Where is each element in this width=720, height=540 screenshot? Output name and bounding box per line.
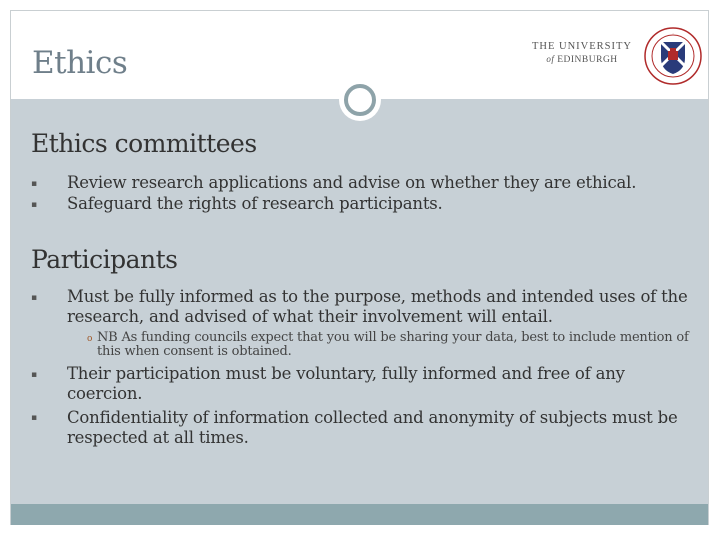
bullet-text: Safeguard the rights of research participants.	[67, 194, 443, 213]
university-logo	[527, 25, 703, 89]
ring-inner	[344, 84, 376, 116]
university-crest-icon	[643, 26, 703, 86]
square-bullet-icon: ▪	[31, 370, 38, 380]
square-bullet-icon: ▪	[31, 413, 38, 423]
svg-text:·: ·	[672, 31, 674, 36]
bullet-text: Must be fully informed as to the purpose, methods and intended uses of the research, and advised of what their involvement will entail.	[67, 287, 688, 326]
slide-title: Ethics	[32, 45, 128, 81]
square-bullet-icon: ▪	[31, 293, 38, 303]
bullet-text: Their participation must be voluntary, fully informed and free of any coercion.	[67, 364, 625, 403]
logo-line-1: THE UNIVERSITY	[531, 41, 633, 52]
footer-bar	[11, 504, 708, 525]
slide	[10, 10, 709, 525]
circle-bullet-icon: o	[87, 334, 93, 344]
square-bullet-icon: ▪	[31, 200, 38, 210]
slide-content	[11, 99, 708, 506]
bullet-text: Confidentiality of information collected and anonymity of subjects must be respected at all times.	[67, 408, 678, 447]
heading-participants: Participants	[31, 245, 178, 274]
square-bullet-icon: ▪	[31, 179, 38, 189]
logo-edinburgh: EDINBURGH	[557, 55, 618, 65]
sub-bullet-text: NB As funding councils expect that you will be sharing your data, best to include mention of this when consent is obtained.	[97, 330, 689, 359]
logo-line-2	[527, 54, 637, 65]
ring-divider-icon	[339, 79, 381, 121]
logo-wordmark	[527, 41, 637, 65]
bullet-text: Review research applications and advise on whether they are ethical.	[67, 173, 637, 192]
heading-ethics-committees: Ethics committees	[31, 129, 257, 158]
logo-of: of	[546, 54, 555, 64]
